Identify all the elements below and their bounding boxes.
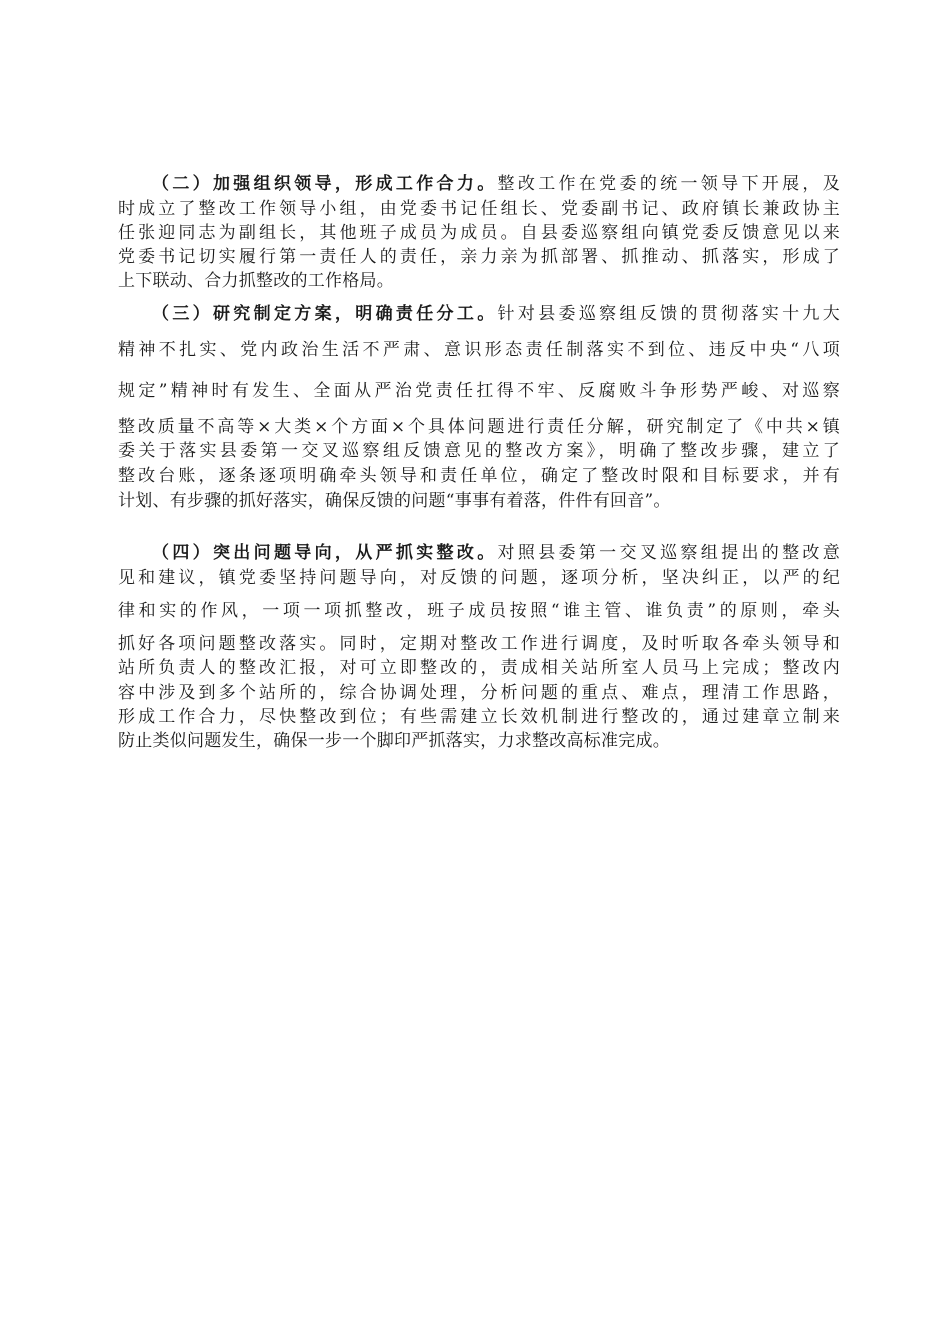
paragraph-line: 规定”精神时有发生、全面从严治党责任扛得不牢、反腐败斗争形势严峻、对巡察 [118, 381, 840, 401]
section-heading: （二）加强组织领导，形成工作合力。 [152, 174, 498, 194]
paragraph-line: 抓好各项问题整改落实。同时，定期对整改工作进行调度，及时听取各牵头领导和 [118, 634, 840, 654]
paragraph-line: 整改质量不高等×大类×个方面×个具体问题进行责任分解，研究制定了《中共×镇 [118, 417, 840, 437]
paragraph-line: 精神不扎实、党内政治生活不严肃、意识形态责任制落实不到位、违反中央“八项 [118, 340, 840, 360]
paragraph-line: 站所负责人的整改汇报，对可立即整改的，责成相关站所室人员马上完成；整改内 [118, 658, 840, 678]
paragraph-line: 委关于落实县委第一交叉巡察组反馈意见的整改方案》，明确了整改步骤，建立了 [118, 441, 840, 461]
paragraph-line: 形成工作合力，尽快整改到位；有些需建立长效机制进行整改的，通过建章立制来 [118, 707, 840, 727]
paragraph-line: 上下联动、合力抓整改的工作格局。 [118, 271, 394, 291]
paragraph-line: 计划、有步骤的抓好落实，确保反馈的问题“事事有着落，件件有回音”。 [118, 491, 671, 511]
paragraph-text: 整改工作在党委的统一领导下开展，及 [497, 174, 840, 194]
paragraph-line: 任张迎同志为副组长，其他班子成员为成员。自县委巡察组向镇党委反馈意见以来 [118, 223, 840, 243]
paragraph-line: 整改台账，逐条逐项明确牵头领导和责任单位，确定了整改时限和目标要求，并有 [118, 466, 840, 486]
paragraph-text: 针对县委巡察组反馈的贯彻落实十九大 [497, 304, 840, 324]
paragraph-line: 党委书记切实履行第一责任人的责任，亲力亲为抓部署、抓推动、抓落实，形成了 [118, 247, 840, 267]
paragraph-line: 律和实的作风，一项一项抓整改，班子成员按照“谁主管、谁负责”的原则，牵头 [118, 601, 840, 621]
paragraph-line: 防止类似问题发生，确保一步一个脚印严抓落实，力求整改高标准完成。 [118, 731, 670, 751]
paragraph-line: 时成立了整改工作领导小组，由党委书记任组长、党委副书记、政府镇长兼政协主 [118, 199, 840, 219]
section-heading: （三）研究制定方案，明确责任分工。 [152, 304, 498, 324]
paragraph-line: 见和建议，镇党委坚持问题导向，对反馈的问题，逐项分析，坚决纠正，以严的纪 [118, 568, 840, 588]
paragraph-line [152, 172, 840, 196]
paragraph-line [152, 541, 840, 565]
paragraph-line: 容中涉及到多个站所的，综合协调处理，分析问题的重点、难点，理清工作思路， [118, 683, 840, 703]
paragraph-line [152, 302, 840, 326]
paragraph-text: 对照县委第一交叉巡察组提出的整改意 [497, 543, 840, 563]
section-heading: （四）突出问题导向，从严抓实整改。 [152, 543, 498, 563]
